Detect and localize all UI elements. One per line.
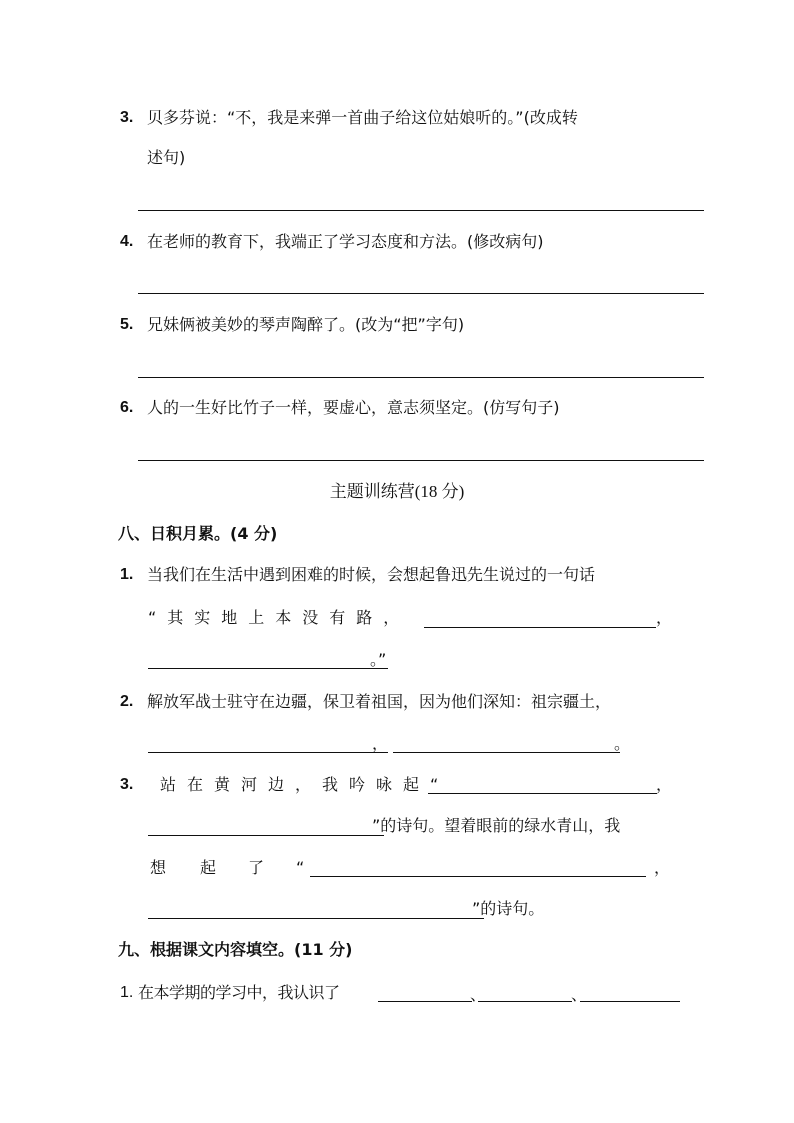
spaced-char: “ bbox=[296, 858, 305, 877]
spaced-char: 了 bbox=[248, 858, 265, 877]
question-number: 3. bbox=[120, 776, 134, 793]
fill-blank[interactable] bbox=[148, 668, 388, 669]
question-text: 人的一生好比竹子一样，要虚心，意志须坚定。(仿写句子) bbox=[147, 398, 560, 417]
question-text-cont: ”的诗句。望着眼前的绿水青山，我 bbox=[372, 816, 621, 835]
question-number: 6. bbox=[120, 399, 134, 416]
question-number: 4. bbox=[120, 233, 134, 250]
question-number: 3. bbox=[120, 109, 134, 126]
fill-blank[interactable] bbox=[148, 918, 484, 919]
fill-blank[interactable] bbox=[148, 835, 384, 836]
fill-blank[interactable] bbox=[310, 876, 646, 877]
fill-blank[interactable] bbox=[478, 1001, 572, 1002]
fill-blank[interactable] bbox=[580, 1001, 680, 1002]
fill-blank[interactable] bbox=[424, 627, 656, 628]
question-text: 站在黄河边，我吟咏起“ bbox=[160, 775, 450, 794]
question-text: 解放军战士驻守在边疆，保卫着祖国，因为他们深知：祖宗疆土， bbox=[147, 692, 612, 711]
question-text: 在老师的教育下，我端正了学习态度和方法。(修改病句) bbox=[147, 232, 544, 251]
section-heading: 九、根据课文内容填空。(11 分) bbox=[118, 940, 353, 959]
section-title: 主题训练营(18 分) bbox=[329, 482, 465, 501]
question-text: 贝多芬说：“不，我是来弹一首曲子给这位姑娘听的。”(改成转 bbox=[147, 108, 578, 127]
question-text: 在本学期的学习中，我认识了 bbox=[138, 983, 340, 1002]
fill-blank[interactable] bbox=[148, 752, 388, 753]
punctuation: ， bbox=[372, 734, 389, 753]
section-heading: 八、日积月累。(4 分) bbox=[118, 524, 278, 543]
question-text: 兄妹俩被美妙的琴声陶醉了。(改为“把”字句) bbox=[147, 315, 465, 334]
question-number: 1. bbox=[120, 566, 134, 583]
punctuation: 。” bbox=[370, 650, 387, 669]
answer-line[interactable] bbox=[138, 210, 704, 211]
punctuation: 。 bbox=[614, 734, 631, 753]
question-number: 2. bbox=[120, 693, 134, 710]
question-text-cont: 述句) bbox=[147, 148, 186, 167]
answer-line[interactable] bbox=[138, 377, 704, 378]
punctuation: ， bbox=[654, 858, 671, 877]
question-text-cont: ”的诗句。 bbox=[472, 899, 545, 918]
spaced-char: 起 bbox=[200, 858, 217, 877]
punctuation: 、 bbox=[571, 985, 588, 1004]
punctuation: 、 bbox=[470, 985, 487, 1004]
fill-blank[interactable] bbox=[393, 752, 620, 753]
question-number: 5. bbox=[120, 316, 134, 333]
answer-line[interactable] bbox=[138, 460, 704, 461]
spaced-char: 想 bbox=[150, 858, 167, 877]
quote-text: “其实地上本没有路， bbox=[148, 608, 411, 627]
fill-blank[interactable] bbox=[378, 1001, 472, 1002]
fill-blank[interactable] bbox=[428, 793, 657, 794]
answer-line[interactable] bbox=[138, 293, 704, 294]
question-text: 当我们在生活中遇到困难的时候，会想起鲁迅先生说过的一句话 bbox=[147, 565, 596, 584]
question-number: 1. bbox=[120, 984, 134, 1001]
punctuation: ， bbox=[656, 775, 673, 794]
punctuation: ， bbox=[656, 608, 673, 627]
